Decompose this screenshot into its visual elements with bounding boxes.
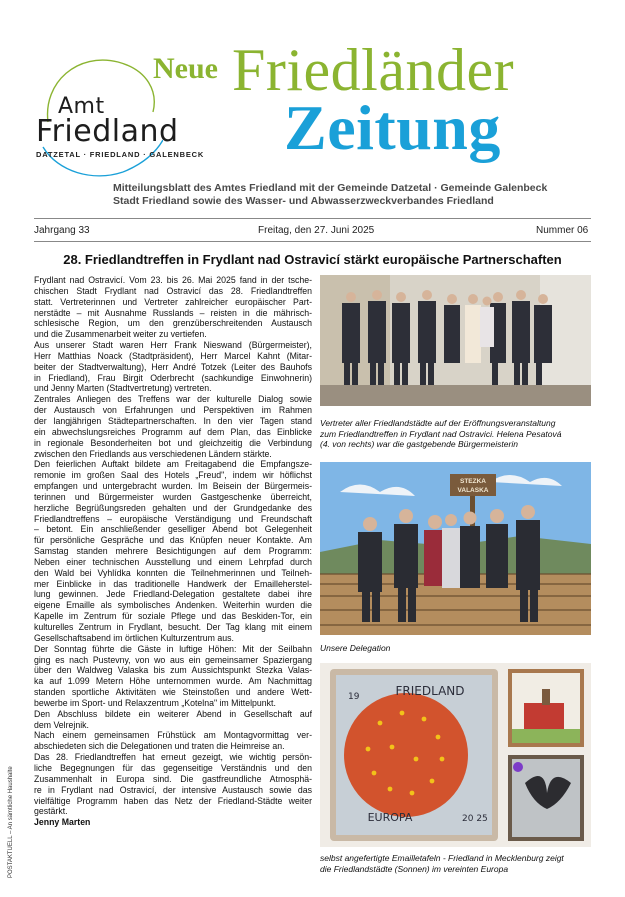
article-author: Jenny Marten	[34, 817, 91, 828]
article-line: statt. Vertreterinnen und Vertreter zahlreicher europäischer Part-	[34, 296, 312, 307]
article-line: Das 28. Friedlandtreffen hat erneut gezeigt, wie wichtig persön-	[34, 752, 312, 763]
issue-number: Nummer 06	[536, 225, 589, 236]
caption-delegation: Unsere Delegation	[320, 643, 391, 653]
article-line: Samstag standen mehrere Besichtigungen auf dem Programm:	[34, 546, 312, 557]
rule-bottom	[34, 241, 591, 242]
article-line: terinnen und Bürgermeister wurden Gastgeschenke überreicht,	[34, 491, 312, 502]
article-line: vielfältige Programm haben das Netz der Friedland-Städte weiter	[34, 795, 312, 806]
sign-text-1: STEZKA	[460, 478, 486, 485]
article-line: Herr Matthias Noack (Stadtpräsident), Herr Marcel Kahnt (Mitar-	[34, 350, 312, 361]
article-line: Friedlandtreffens – europäische Verständigung und Freundschaft	[34, 513, 312, 524]
article-line: der langjährigen Städtepartnerschaften. In den vier Tagen stand	[34, 415, 312, 426]
caption-line: die Friedlandstädte (Sonnen) im vereinten Europa	[320, 863, 509, 874]
article-line: in regionale Besonderheiten bot und gleichzeitig die Verbindung	[34, 437, 312, 448]
article-line: Aus unserer Stadt waren Herr Frank Nieswand (Bürgermeister),	[34, 340, 312, 351]
masthead-subtitle-1: Mitteilungsblatt des Amtes Friedland mit der Gemeinde Datzetal · Gemeinde Galenbeck	[113, 182, 548, 194]
article-line: chischen Stadt Frydlant nad Ostravicí das 28. Friedlandtreffen	[34, 285, 312, 296]
enamel-text-top: FRIEDLAND	[395, 684, 465, 698]
rule-top	[34, 218, 591, 219]
logo-amt-text: Amt	[58, 94, 105, 119]
caption-line: Vertreter aller Friedlandstädte auf der Eröffnungsveranstaltung	[320, 418, 556, 428]
article-line: für persönliche Gespräche und das Knüpfen neuer Kontakte. Am	[34, 535, 312, 546]
article-line: Den feierlichen Auftakt bildete am Freitagabend die Empfangsze-	[34, 459, 312, 470]
article-line: abschiedeten sich die Delegationen und traten die Heimreise an.	[34, 741, 285, 752]
article-line: kulturelles Zentrum in Frydlant, besucht. Der Tag klang mit einem	[34, 622, 312, 632]
enamel-text-bottom: EUROPA	[367, 811, 413, 824]
article-line: beiter der Stadtverwaltung), Herr André Totzek (Leiter des Bauhofs	[34, 361, 312, 372]
delegation-photo	[320, 462, 591, 635]
article-line: empfangen und untergebracht wurden. Im Beisein der Bürgermeis-	[34, 481, 312, 492]
article-line: bewerbe im Sport- und Relaxzentrum „Kotelna" im Mittelpunkt.	[34, 697, 276, 708]
enamel-year-right: 20 25	[462, 814, 488, 824]
article-line: mer Einblicke in das traditionelle Handwerk der Emailleherstel-	[34, 578, 312, 589]
article-line: Frydlant nad Ostravicí. Vom 23. bis 26. Mai 2025 fand in der tsche-	[34, 275, 312, 285]
group-photo	[320, 275, 591, 406]
issue-jahrgang: Jahrgang 33	[34, 225, 90, 236]
logo-subtitle: DATZETAL · FRIEDLAND · GALENBECK	[36, 150, 205, 159]
caption-line: zum Friedlandtreffen in Frydlant nad Ostravici. Helena Pesatová	[320, 428, 562, 439]
article-line: lung gewinnen. Jede Friedland-Delegation gestaltete dabei ihre	[34, 589, 312, 600]
article-line: Neben einer technischen Ausstellung und einem Lehrpfad durch	[34, 556, 312, 567]
title-zeitung: Zeitung	[284, 92, 501, 163]
article-line: Kapelle im Zentrum für soziale Pflege und das Beskiden-Tor, ein	[34, 611, 312, 622]
article-line: ging es nach Pustevny, von wo aus ein gemeinsamer Spaziergang	[34, 654, 312, 665]
article-line: Zentrales Anliegen des Treffens war der kulturelle Dialog sowie	[34, 394, 312, 405]
article-line: nerstädte – mit Ausnahme Russlands – reisten in die mährisch-	[34, 307, 312, 318]
article-line: schlesische Region, um den grenzüberschreitenden Austausch	[34, 318, 312, 329]
article-line: – betont. Ein anschließender geselliger Abend bot Gelegenheit	[34, 524, 312, 535]
article-line: Gesellschaftsabend im örtlichen Kulturzentrum aus.	[34, 632, 234, 643]
sign-text-2: VALASKA	[457, 487, 489, 494]
article-line: dem Velrejnik.	[34, 719, 89, 730]
article-line: standen sportliche Aktivitäten wie Steinstoßen und andere Wett-	[34, 687, 312, 698]
enamel-year-left: 19	[348, 692, 360, 702]
article-line: eigene Emaille als symbolisches Andenken. Weiterhin wurden die	[34, 600, 312, 611]
article-line: ka auf 1.099 Metern Höhe unternommen wurde. Am Nachmittag	[34, 676, 312, 687]
masthead-subtitle-2: Stadt Friedland sowie des Wasser- und Abwasserzweckverbandes Friedland	[113, 195, 494, 207]
article-body	[34, 275, 312, 828]
article-line: über den Waldweg Valaska bis zum Aussichtspunkt Stezka Valas-	[34, 665, 312, 676]
article-line: Nach einem gemeinsamen Frühstück am Montagvormittag ver-	[34, 730, 312, 741]
article-line: und die Zusammenarbeit weiter zu vertiefen.	[34, 329, 207, 340]
issue-date: Freitag, den 27. Juni 2025	[258, 225, 375, 236]
caption-line: (4. von rechts) war die gastgebende Bürgermeisterin	[320, 439, 518, 449]
title-friedlaender: Friedländer	[232, 37, 515, 103]
caption-line: selbst angefertigte Emailletafeln - Friedland in Mecklenburg zeigt	[320, 853, 564, 863]
enamel-photo	[320, 663, 591, 847]
article-line: in Friedland), Frau Birgit Oderbrecht (sachkundige Einwohnerin)	[34, 372, 312, 383]
article-line: gestärkt.	[34, 806, 68, 817]
article-line: herzliche Begrüßungsreden gehalten und der Grundgedanke des	[34, 502, 312, 513]
title-neue: Neue	[153, 52, 218, 85]
article-line: liche Begegnungen für das gegenseitige Verständnis und den	[34, 762, 312, 773]
article-line: re in Frydlant nad Ostravicí, der intensive Austausch sowie das	[34, 784, 312, 795]
caption-group-photo	[320, 418, 561, 450]
article-line: der Austausch von Erfahrungen und Perspektiven im Rahmen	[34, 405, 312, 416]
article-line: und Jenny Marten (Stadtvertretung) vertreten.	[34, 383, 212, 394]
article-line: remonie im großen Saal des Hotels „Freud", indem wir höflichst	[34, 470, 312, 481]
article-line: zwischen den Friedlands aus verschiedenen Ländern stärkte.	[34, 448, 272, 459]
article-line: Den Abschluss bildete ein weiterer Abend in Gesellschaft auf	[34, 708, 312, 719]
article-headline: 28. Friedlandtreffen in Frydlant nad Ostravicí stärkt europäische Partnerschaften	[63, 252, 562, 267]
article-line: Zusammenhalt in Europa sind. Die gastfreundliche Atmosphä-	[34, 773, 312, 784]
article-line: ein abwechslungsreiches Programm auf dem Plan, das Einblicke	[34, 426, 312, 437]
article-line: den Wald bei Vyhlídka konnten die Teilnehmerinnen und Teilneh-	[34, 567, 312, 578]
logo-friedland-text: Friedland	[36, 114, 179, 149]
side-note: POSTAKTUELL – An sämtliche Haushalte	[8, 766, 14, 878]
article-line: Der Sonntag führte die Gäste in luftige Höhen: Mit der Seilbahn	[34, 643, 312, 654]
caption-enamel	[320, 853, 564, 874]
